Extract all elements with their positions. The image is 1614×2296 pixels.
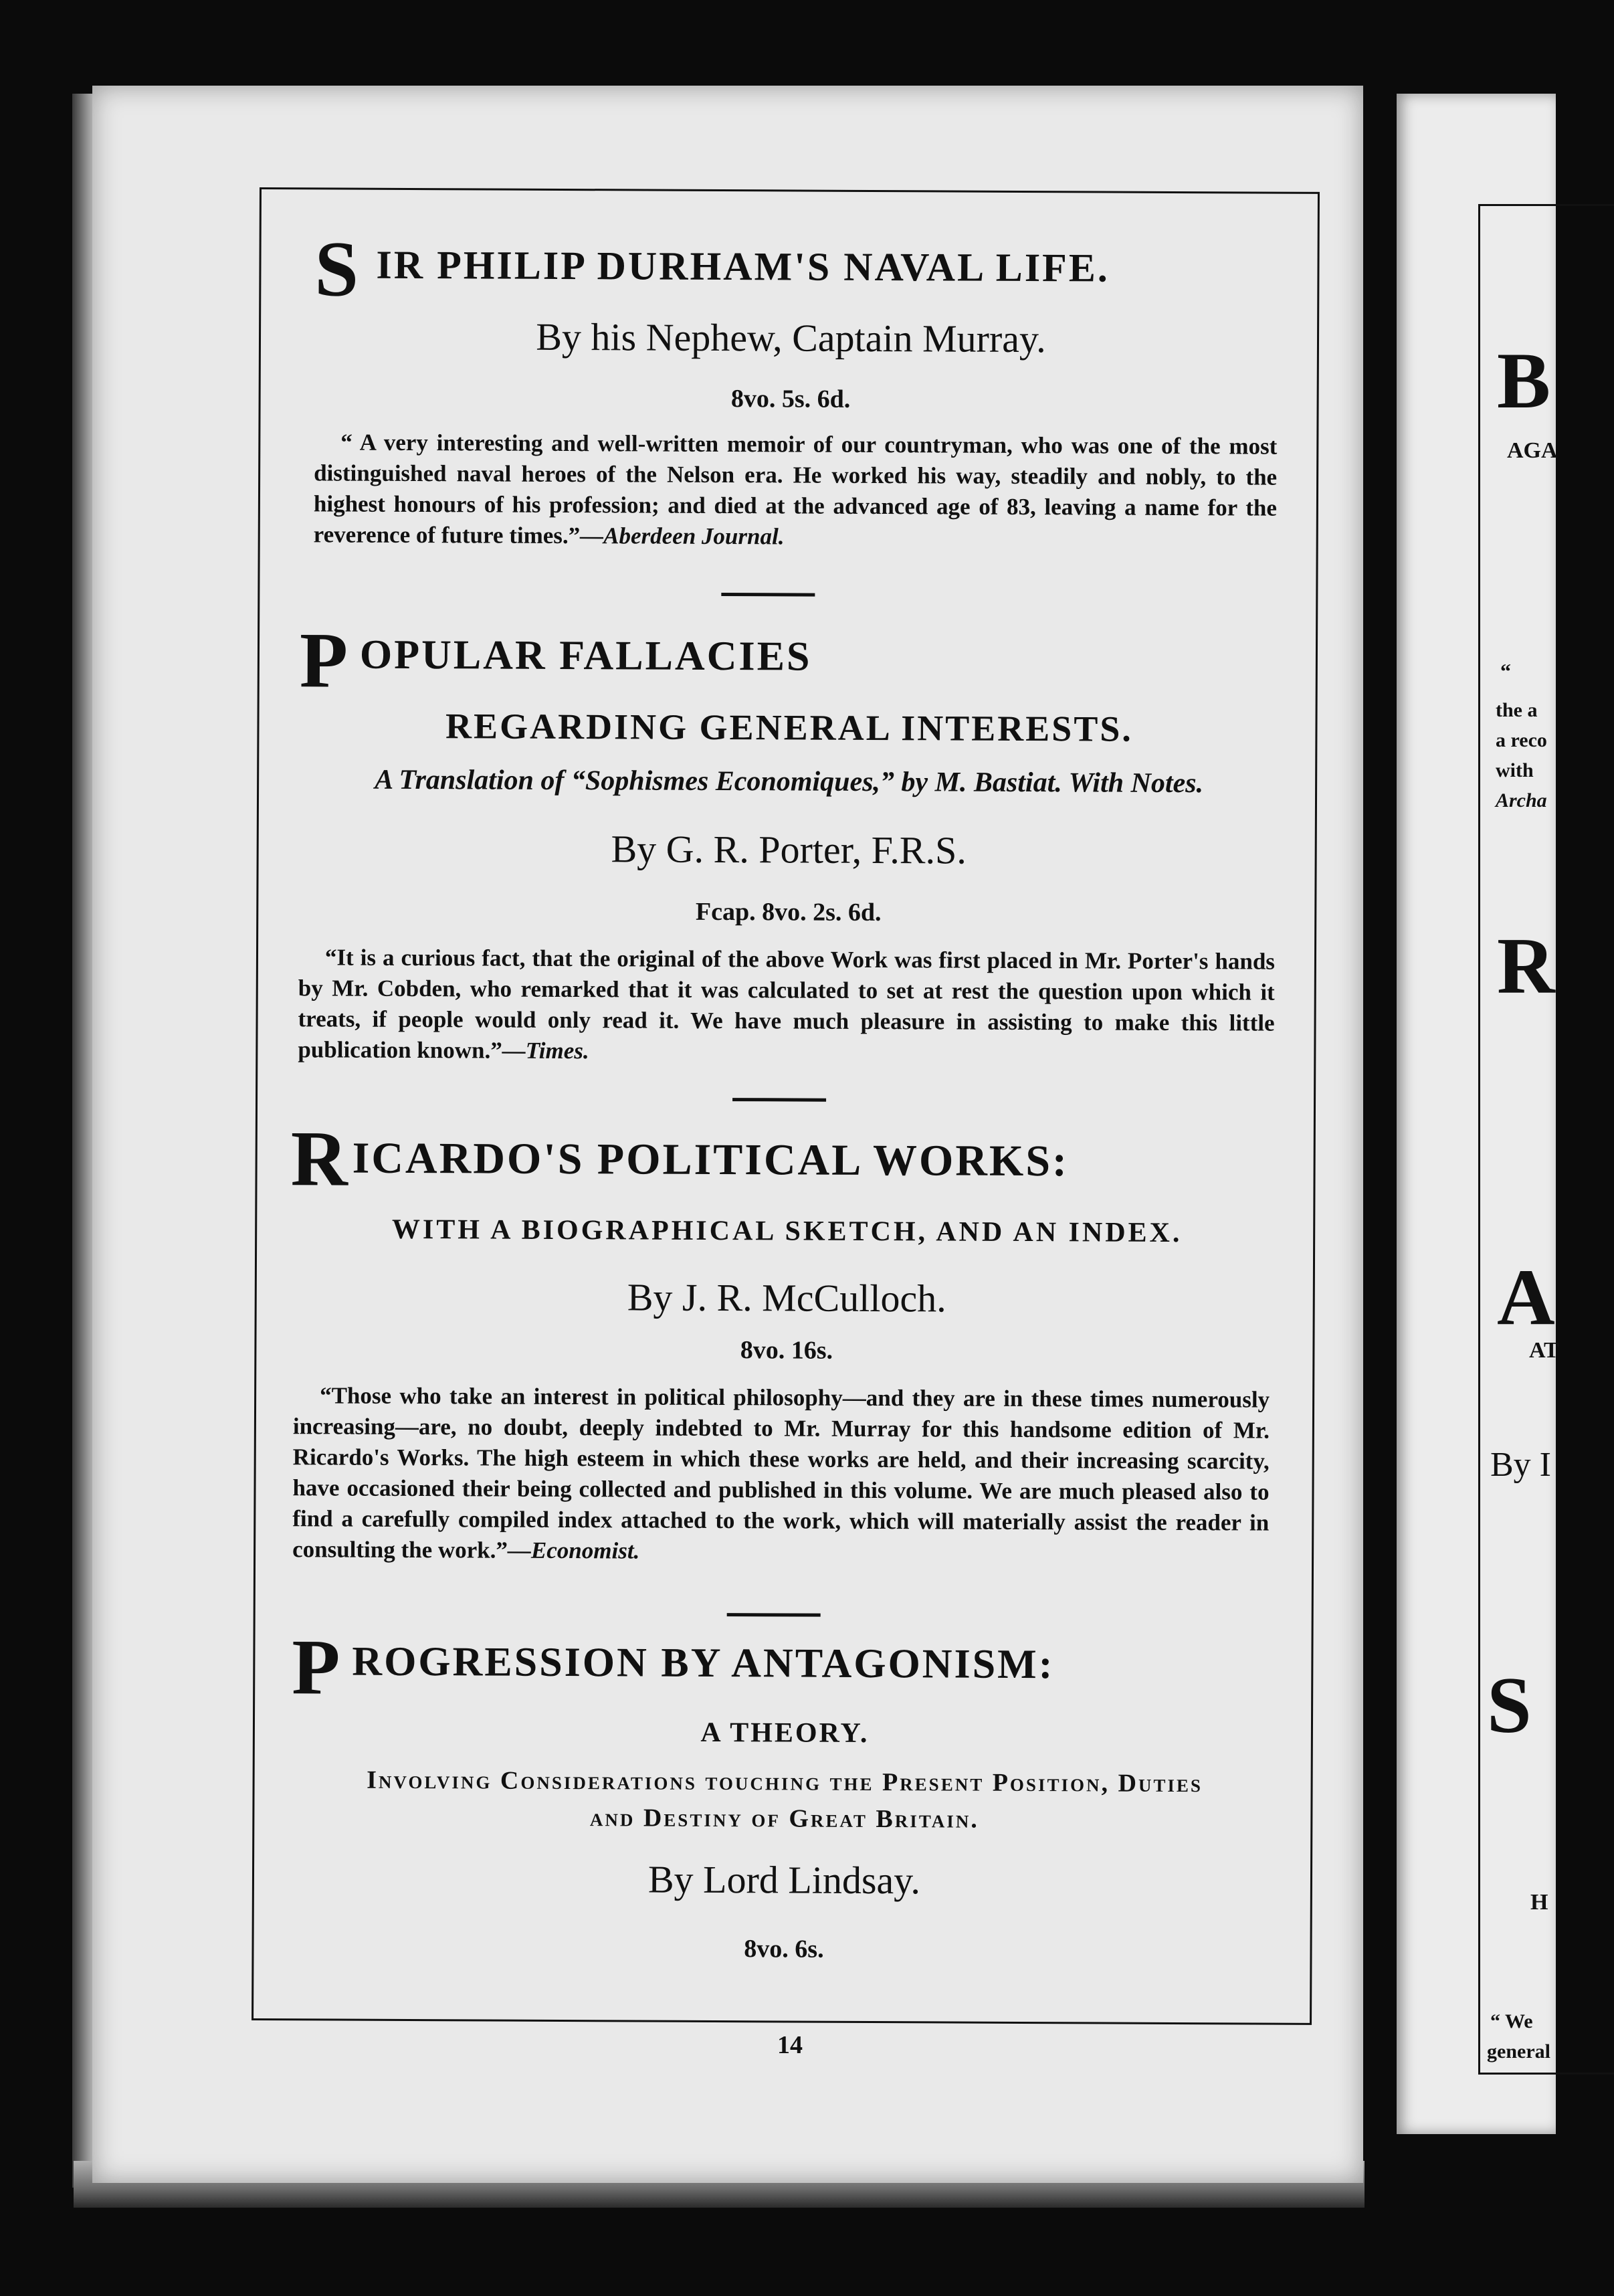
ad-author: By J. R. McCulloch.	[627, 1275, 946, 1321]
next-page-frame	[1478, 204, 1614, 2075]
review-text: “It is a curious fact, that the original of the above Work was first placed in Mr. Porter's hands by Mr. Cobden, who remarked that it was calculated to set at rest the question upon which it treats, if people would only read it. We have much pleasure in assisting to make this little publication known.”	[298, 944, 1276, 1064]
ad-review	[298, 942, 1275, 1069]
review-source: —Times.	[502, 1037, 589, 1064]
advertisement-frame	[251, 187, 1320, 2025]
dropcap: P	[292, 1623, 340, 1711]
section-divider	[732, 1098, 826, 1102]
next-page-fragment: the a	[1496, 699, 1538, 721]
next-page-fragment: B	[1497, 336, 1551, 425]
dropcap: S	[314, 225, 359, 313]
next-page-fragment: H	[1530, 1890, 1548, 1915]
next-page-fragment: AT	[1529, 1338, 1559, 1363]
next-page-fragment: with	[1496, 759, 1534, 781]
next-page-fragment: AGA	[1507, 438, 1558, 463]
next-page-fragment: Archa	[1496, 789, 1547, 811]
ad-title: ICARDO'S POLITICAL WORKS:	[352, 1133, 1070, 1186]
ad-title: OPULAR FALLACIES	[359, 632, 812, 680]
dropcap: P	[299, 616, 348, 704]
next-page-fragment: S	[1487, 1660, 1532, 1749]
ad-review	[314, 427, 1278, 554]
ad-translation-note: A Translation of “Sophismes Economiques,” by M. Bastiat. With Notes.	[375, 764, 1204, 799]
next-page-fragment: “ We	[1490, 2010, 1533, 2032]
ad-price: 8vo. 6s.	[744, 1935, 824, 1964]
ad-description-line: Involving Considerations touching the Present Position, Duties	[367, 1765, 1203, 1798]
page-number: 14	[777, 2031, 803, 2059]
ad-author: By Lord Lindsay.	[647, 1857, 921, 1903]
next-page-fragment: a reco	[1496, 729, 1547, 751]
next-page-fragment: “	[1500, 659, 1511, 683]
next-page-sliver	[1397, 94, 1559, 2134]
ad-subtitle: REGARDING GENERAL INTERESTS.	[445, 706, 1133, 749]
ad-author: By his Nephew, Captain Murray.	[536, 314, 1046, 361]
section-divider	[721, 593, 815, 597]
ad-author: By G. R. Porter, F.R.S.	[611, 827, 967, 872]
review-source: —Aberdeen Journal.	[580, 522, 785, 550]
section-divider	[727, 1613, 821, 1617]
ad-subtitle: WITH A BIOGRAPHICAL SKETCH, AND AN INDEX.	[391, 1214, 1183, 1249]
next-page-fragment: By I	[1490, 1446, 1551, 1484]
next-page-fragment: general	[1487, 2040, 1550, 2063]
ad-description-line: and Destiny of Great Britain.	[589, 1804, 979, 1834]
ad-price: 8vo. 16s.	[740, 1336, 833, 1365]
review-text: “Those who take an interest in political philosophy—and they are in these times numerously increasing—are, no doubt, deeply indebted to Mr. Murray for this handsome edition of Mr. Ricardo's Works. The high esteem in which these works are held, and their increasing scarcity, have occasioned their being collected and published in this volume. We are much pleased also to find a carefully compiled index attached to the work, which will materially assist the reader in consulting the work.”	[292, 1382, 1270, 1563]
ad-review	[292, 1380, 1270, 1569]
ad-price: Fcap. 8vo. 2s. 6d.	[695, 897, 882, 927]
dropcap: R	[290, 1115, 348, 1203]
ad-price: 8vo. 5s. 6d.	[730, 385, 851, 413]
next-page-fragment: A	[1497, 1252, 1555, 1341]
ad-subtitle: A THEORY.	[700, 1717, 870, 1749]
next-page-fragment: R	[1497, 921, 1555, 1010]
ad-title: IR PHILIP DURHAM'S NAVAL LIFE.	[376, 242, 1110, 290]
review-source: —Economist.	[507, 1537, 640, 1564]
ad-title: ROGRESSION BY ANTAGONISM:	[352, 1638, 1055, 1688]
review-text: “ A very interesting and well-written memoir of our countryman, who was one of the most distinguished naval heroes of the Nelson era. He worked his way, steadily and nobly, to the highest honours of his profession; and died at the advanced age of 83, leaving a name for the reverence of future times.”	[313, 429, 1278, 549]
